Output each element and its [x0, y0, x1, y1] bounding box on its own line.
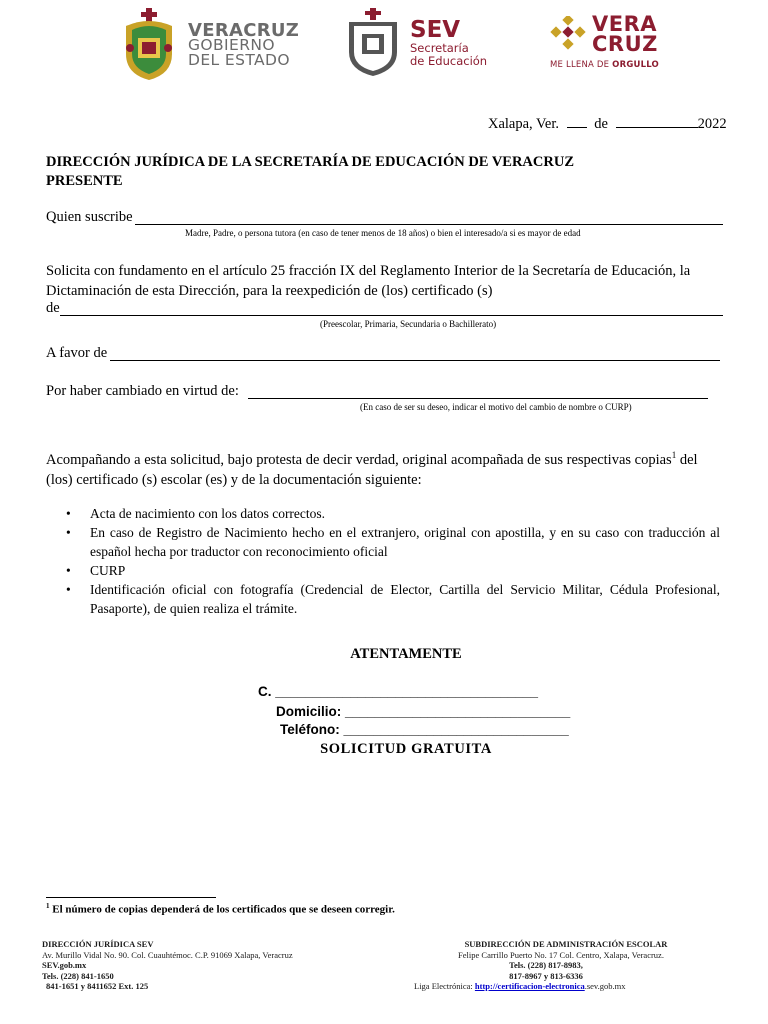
certificate-level-note: (Preescolar, Primaria, Secundaria o Bachillerato) — [320, 319, 497, 329]
requirements-list — [46, 504, 720, 618]
veracruz-logo-line2: CRUZ — [592, 32, 658, 56]
footer-right-address: Felipe Carrillo Puerto No. 17 Col. Centro, Xalapa, Veracruz. — [458, 949, 664, 960]
cambio-field[interactable] — [248, 398, 708, 399]
footnote — [46, 902, 395, 916]
veracruz-pattern-icon — [550, 16, 586, 52]
list-item: • Acta de nacimiento con los datos correctos. — [46, 504, 720, 523]
footer-left-tels: Tels. (228) 841-1650 — [42, 970, 114, 981]
month-blank[interactable] — [616, 127, 698, 128]
sev-logo-line2: de Educación — [410, 54, 488, 68]
list-item: • CURP — [46, 561, 720, 580]
footer-link-tail: .sev.gob.mx — [584, 981, 626, 991]
footnote-ref: 1 — [671, 450, 677, 460]
footer-right — [414, 939, 678, 992]
veracruz-tagline-a: ME LLENA DE — [550, 60, 613, 70]
addressee-line1: DIRECCIÓN JURÍDICA DE LA SECRETARÍA DE EDUCACIÓN DE VERACRUZ — [46, 154, 574, 170]
veracruz-tagline-b: ORGULLO — [612, 60, 659, 70]
sev-logo-line1: Secretaría — [410, 41, 469, 55]
day-blank[interactable] — [567, 127, 587, 128]
gov-logo-line3: DEL ESTADO — [188, 50, 290, 69]
date-line — [488, 116, 727, 133]
quien-suscribe-note: Madre, Padre, o persona tutora (en caso de tener menos de 18 años) o bien el interesado/a si es mayor de edad — [185, 228, 581, 238]
acompanando-paragraph — [46, 445, 722, 490]
veracruz-logo-line1: VERA — [592, 12, 658, 36]
quien-suscribe-label: Quien suscribe — [46, 209, 133, 225]
date-year: 2022 — [697, 116, 727, 132]
certificacion-link[interactable]: http://certificacion-electronica — [474, 981, 585, 991]
certificate-level-field[interactable] — [60, 315, 723, 316]
acompanando-line1a: Acompañando a esta solicitud, bajo protesta de decir verdad, original acompañada de sus respectivas copias — [46, 451, 672, 468]
list-item: • Identificación oficial con fotografía (Credencial de Elector, Cartilla del Servicio Militar, Cédula Profesional, Pasaporte), de quien realiza el trámite. — [46, 580, 720, 618]
veracruz-logo-tagline — [550, 60, 659, 70]
veracruz-government-logo — [120, 8, 299, 82]
footer-left-address: Av. Murillo Vidal No. 90. Col. Cuauhtémoc. C.P. 91069 Xalapa, Veracruz — [42, 949, 293, 960]
signature-name-field[interactable]: C. ___________________________________ — [258, 684, 539, 699]
sev-logo-title: SEV — [410, 17, 461, 43]
cambio-note: (En caso de ser su deseo, indicar el motivo del cambio de nombre o CURP) — [360, 402, 632, 412]
footer-left-web: SEV.gob.mx — [42, 960, 87, 970]
quien-suscribe-field[interactable] — [135, 224, 723, 225]
veracruz-coat-of-arms-icon — [120, 8, 178, 82]
footer-right-title: SUBDIRECCIÓN DE ADMINISTRACIÓN ESCOLAR — [464, 939, 668, 949]
addressee-line2: PRESENTE — [46, 173, 123, 189]
footer-link-label: Liga Electrónica: — [414, 981, 475, 991]
footnote-divider — [46, 897, 216, 898]
date-prefix: Xalapa, Ver. — [488, 116, 559, 132]
solicitud-gratuita: SOLICITUD GRATUITA — [320, 741, 492, 757]
veracruz-brand-logo — [550, 14, 659, 70]
favor-field[interactable] — [110, 360, 720, 361]
list-item: • En caso de Registro de Nacimiento hecho en el extranjero, original con apostilla, y en su caso con traducción al español hecha por traductor con reconocimiento oficial — [46, 523, 720, 561]
solicita-line1: Solicita con fundamento en el artículo 25 fracción IX del Reglamento Interior de la Secretaría de Educación, la — [46, 263, 691, 279]
addressee-block — [46, 153, 574, 191]
gov-logo-line1: VERACRUZ — [188, 19, 300, 41]
domicilio-field[interactable]: Domicilio: ______________________________ — [276, 704, 571, 719]
favor-label: A favor de — [46, 345, 108, 361]
footnote-text: El número de copias dependerá de los certificados que se deseen corregir. — [49, 903, 395, 916]
footer-left-tels2: 841-1651 y 8411652 Ext. 125 — [46, 981, 149, 991]
footer-right-tels2: 817-8967 y 813-6336 — [509, 970, 583, 981]
footer-left — [42, 939, 293, 992]
footnote-number: 1 — [46, 902, 50, 910]
gov-logo-line2: GOBIERNO — [188, 35, 275, 54]
solicita-de-label: de — [46, 300, 60, 316]
date-de: de — [594, 116, 608, 132]
solicita-paragraph — [46, 261, 726, 301]
cambio-label: Por haber cambiado en virtud de: — [46, 383, 239, 399]
solicita-line2: Dictaminación de esta Dirección, para la reexpedición de (los) certificado (s) — [46, 283, 493, 299]
footer-right-tels: Tels. (228) 817-8983, — [509, 960, 583, 970]
footer-left-title: DIRECCIÓN JURÍDICA SEV — [42, 939, 154, 949]
sev-logo — [344, 8, 487, 78]
atentamente-heading: ATENTAMENTE — [350, 646, 462, 662]
telefono-field[interactable]: Teléfono: ______________________________ — [280, 722, 569, 737]
sev-shield-icon — [344, 8, 402, 78]
acompanando-line1b: del — [676, 451, 698, 468]
footer-right-link-row — [414, 981, 678, 992]
acompanando-line2: (los) certificado (s) escolar (es) y de la documentación siguiente: — [46, 471, 422, 488]
